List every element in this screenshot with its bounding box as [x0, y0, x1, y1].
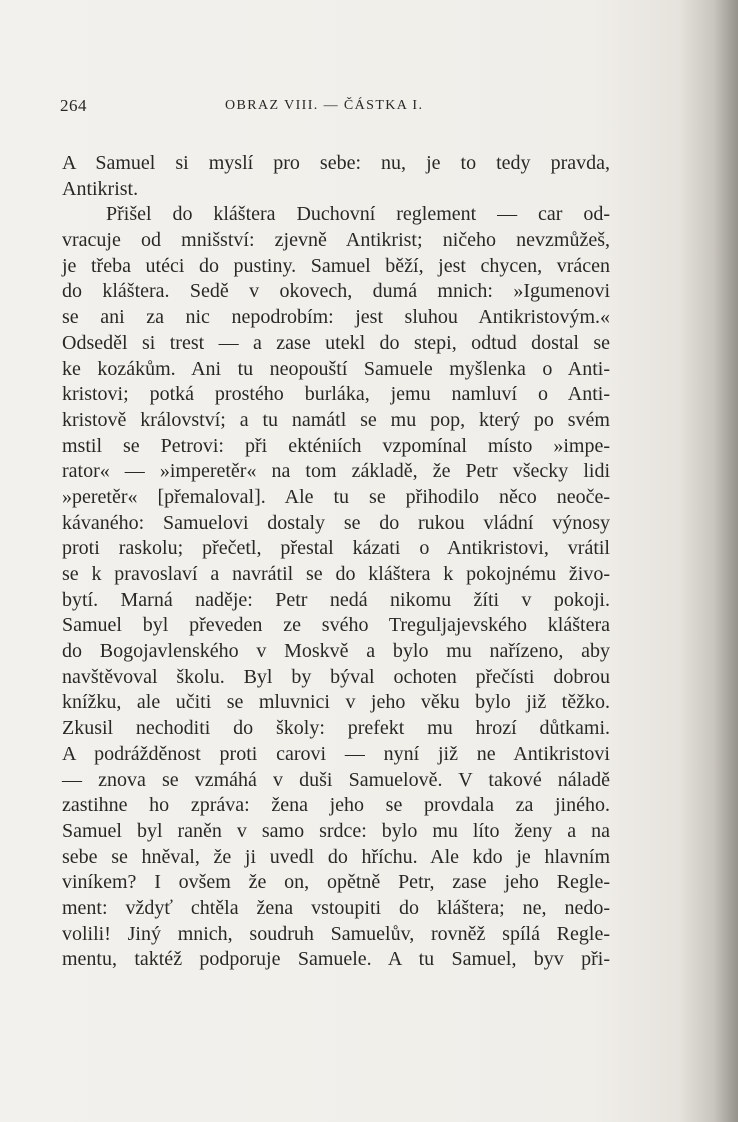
page-number: 264 [60, 96, 87, 115]
text-line: Samuel byl raněn v samo srdce: bylo mu líto ženy a na [62, 819, 610, 842]
text-line: mstil se Petrovi: při ekténiích vzpomínal místo »impe- [62, 434, 610, 457]
text-line: do Bogojavlenského v Moskvě a bylo mu nařízeno, aby [62, 640, 610, 663]
text-line: ment: vždyť chtěla žena vstoupiti do kláštera; ne, nedo- [62, 896, 610, 919]
text-line: »peretěr« [přemaloval]. Ale tu se přihodilo něco neoče- [62, 485, 610, 508]
text-line: knížku, ale učiti se mluvnici v jeho věku bylo již těžko. [62, 691, 610, 714]
text-line: Antikrist. [62, 177, 139, 200]
page-gutter-shadow [678, 0, 738, 1122]
text-line: vracuje od mnišství: zjevně Antikrist; ničeho nevzmůžeš, [62, 229, 610, 252]
text-line: — znova se vzmáhá v duši Samuelově. V takové náladě [62, 768, 610, 791]
text-line: volili! Jiný mnich, soudruh Samuelův, rovněž spílá Regle- [62, 922, 610, 945]
text-line: rator« — »imperetěr« na tom základě, že Petr všecky lidi [62, 460, 610, 483]
text-line: Odseděl si trest — a zase utekl do stepi, odtud dostal se [62, 331, 610, 354]
text-line: sebe se hněval, že ji uvedl do hříchu. Ale kdo je hlavním [62, 845, 610, 868]
text-line: do kláštera. Sedě v okovech, dumá mnich: »Igumenovi [62, 280, 610, 303]
text-line: Samuel byl převeden ze svého Treguljajevského kláštera [62, 614, 610, 637]
text-line: A podrážděnost proti carovi — nyní již ne Antikristovi [62, 742, 610, 765]
text-line: kávaného: Samuelovi dostaly se do rukou vládní výnosy [62, 511, 610, 534]
chapter-heading: OBRAZ VIII. — ČÁSTKA I. [225, 98, 424, 113]
text-line: A Samuel si myslí pro sebe: nu, je to tedy pravda, [62, 152, 610, 174]
text-line: Přišel do kláštera Duchovní reglement — car od- [106, 203, 610, 226]
text-line: se ani za nic nepodrobím: jest sluhou Antikristovým.« [62, 306, 610, 329]
text-line: kristovi; potká prostého burláka, jemu namluví o Anti- [62, 383, 610, 406]
text-line: ke kozákům. Ani tu neopouští Samuele myšlenka o Anti- [62, 357, 610, 380]
text-line: proti raskolu; přečetl, přestal kázati o Antikristovi, vrátil [62, 537, 610, 560]
text-line: Zkusil nechoditi do školy: prefekt mu hrozí důtkami. [62, 717, 610, 740]
body-text [62, 151, 610, 973]
text-line: mentu, taktéž podporuje Samuele. A tu Samuel, byv při- [62, 948, 610, 971]
text-line: kristově království; a tu namátl se mu pop, který po svém [62, 408, 610, 431]
text-line: viníkem? I ovšem že on, opětně Petr, zase jeho Regle- [62, 871, 610, 894]
running-head [60, 96, 620, 124]
text-line: bytí. Marná naděje: Petr nedá nikomu žíti v pokoji. [62, 588, 610, 611]
text-line: navštěvoval školu. Byl by býval ochoten přečísti dobrou [62, 665, 610, 688]
text-line: se k pravoslaví a navrátil se do kláštera k pokojnému živo- [62, 563, 610, 585]
text-line: je třeba utéci do pustiny. Samuel běží, jest chycen, vrácen [62, 254, 610, 277]
text-line: zastihne ho zpráva: žena jeho se provdala za jiného. [62, 794, 610, 817]
